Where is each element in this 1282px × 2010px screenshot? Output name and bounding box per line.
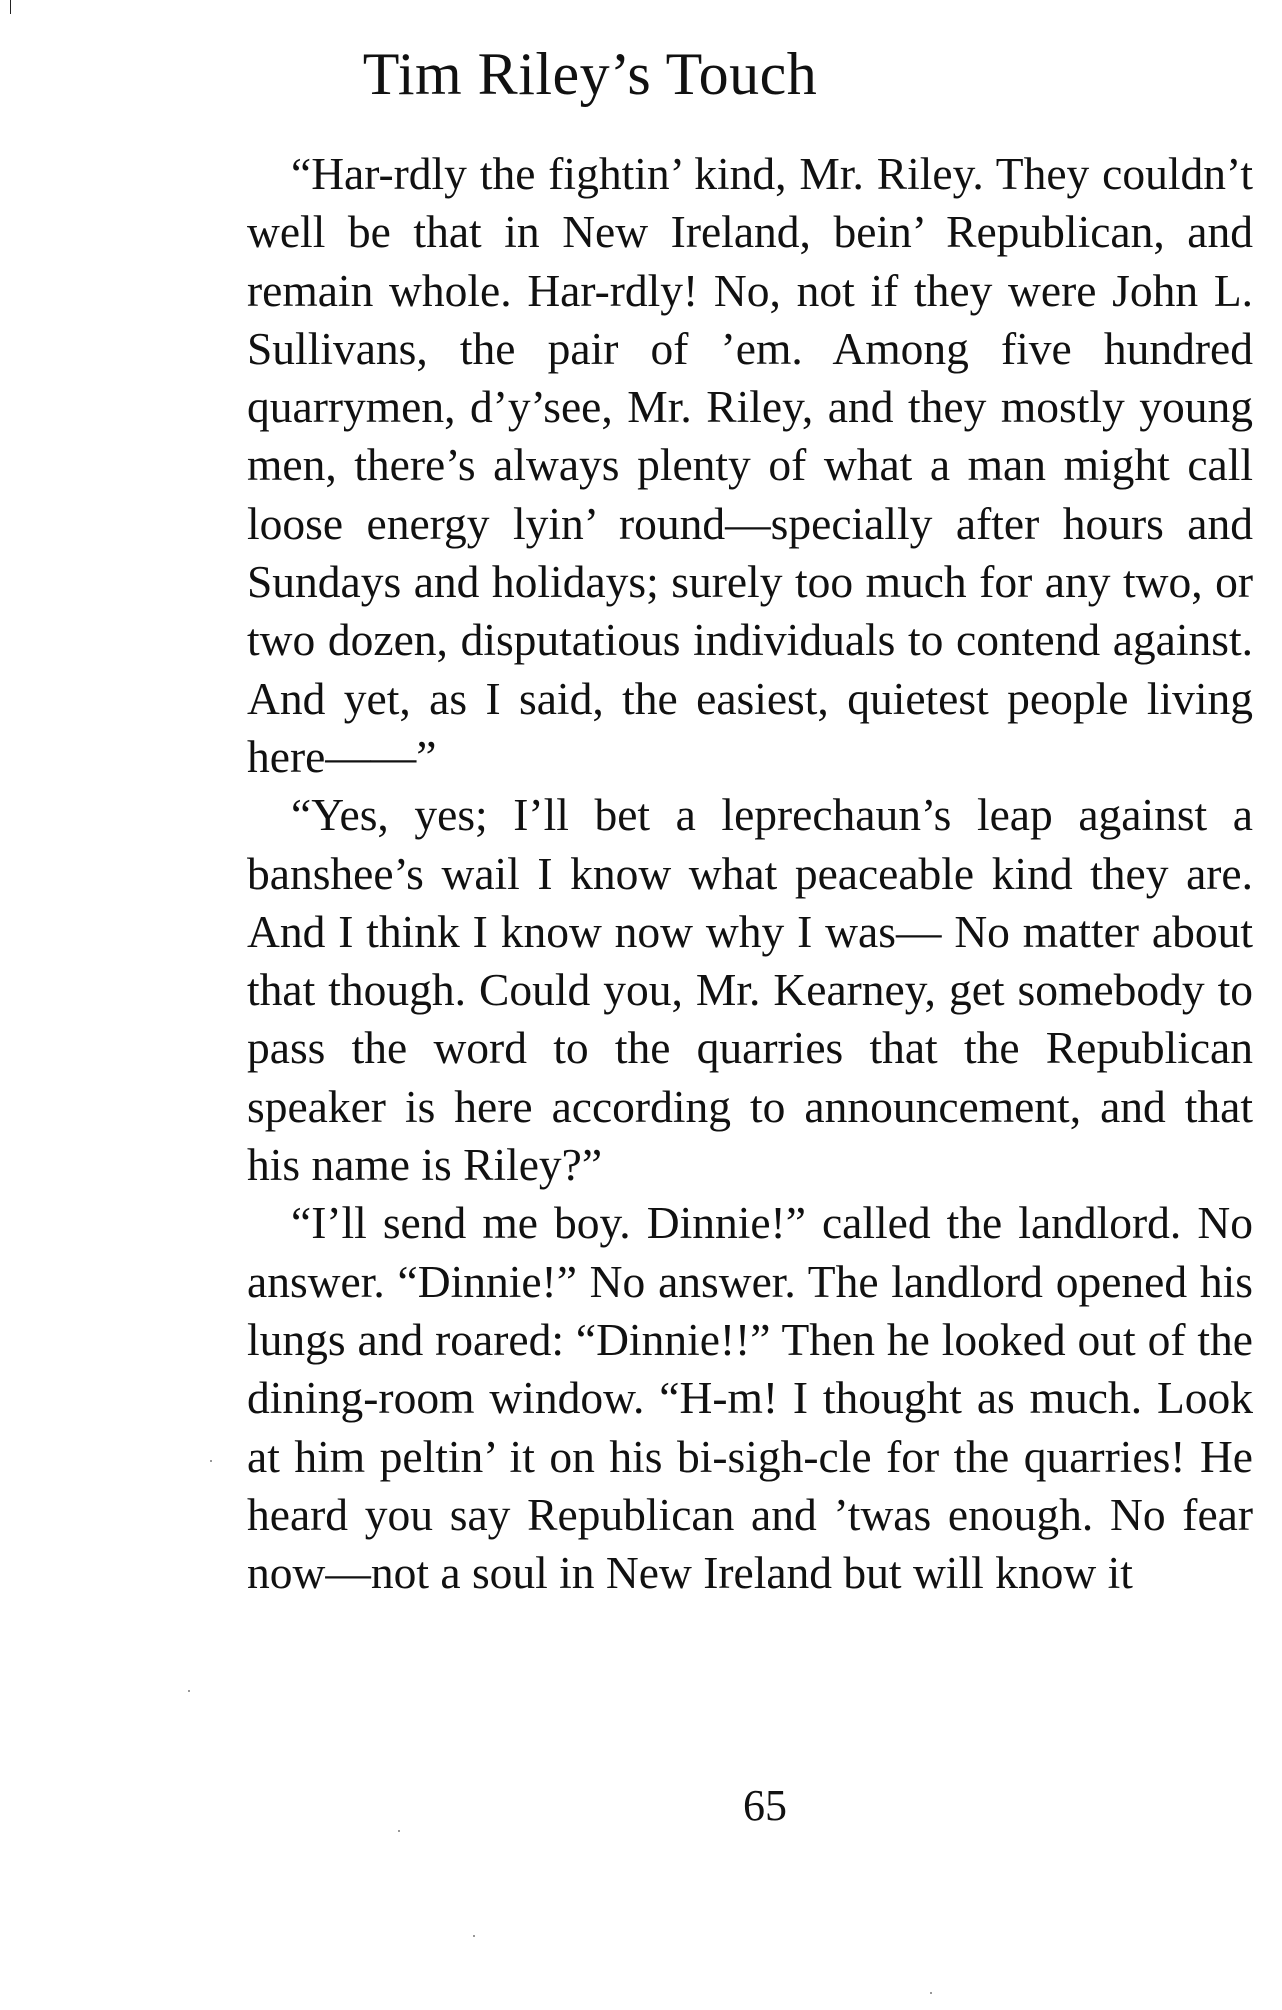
running-title: Tim Riley’s Touch: [362, 41, 818, 107]
paragraph-3: “I’ll send me boy. Dinnie!” called the landlord. No answer. “Dinnie!” No answer. The landlord opened his lungs and roared: “Dinnie!!” Then he looked out of the dining-room window. “H-m! I thought as much. Look at him peltin’ it on his bi-sigh-cle for the quarries! He heard you say Republican and ’twas enough. No fear now—not a soul in New Ireland but will know it: [247, 1197, 1253, 1599]
paragraph-1: “Har-rdly the fightin’ kind, Mr. Riley. They couldn’t well be that in New Ireland, bein’ Republican, and remain whole. Har-rdly! No, not if they were John L. Sullivans, the pair of ’em. Among five hundred quarrymen, d’y’see, Mr. Riley, and they mostly young men, there’s always plenty of what a man might call loose energy lyin’ round—specially after hours and Sundays and holidays; surely too much for any two, or two dozen, disputatious individuals to contend against. And yet, as I said, the easiest, quietest people living here——”: [247, 148, 1253, 782]
scan-edge-mark: [10, 0, 11, 14]
scan-speck: [188, 1690, 190, 1692]
scan-speck: [398, 1830, 400, 1832]
scan-speck: [210, 1460, 212, 1462]
page-number: 65: [743, 1781, 787, 1830]
body-text: [247, 145, 1253, 1602]
scan-speck: [930, 1992, 932, 1994]
scan-speck: [473, 1935, 475, 1937]
paragraph-2: “Yes, yes; I’ll bet a leprechaun’s leap against a banshee’s wail I know what peaceable kind they are. And I think I know now why I was— No matter about that though. Could you, Mr. Kearney, get somebody to pass the word to the quarries that the Republican speaker is here according to announcement, and that his name is Riley?”: [247, 789, 1253, 1191]
